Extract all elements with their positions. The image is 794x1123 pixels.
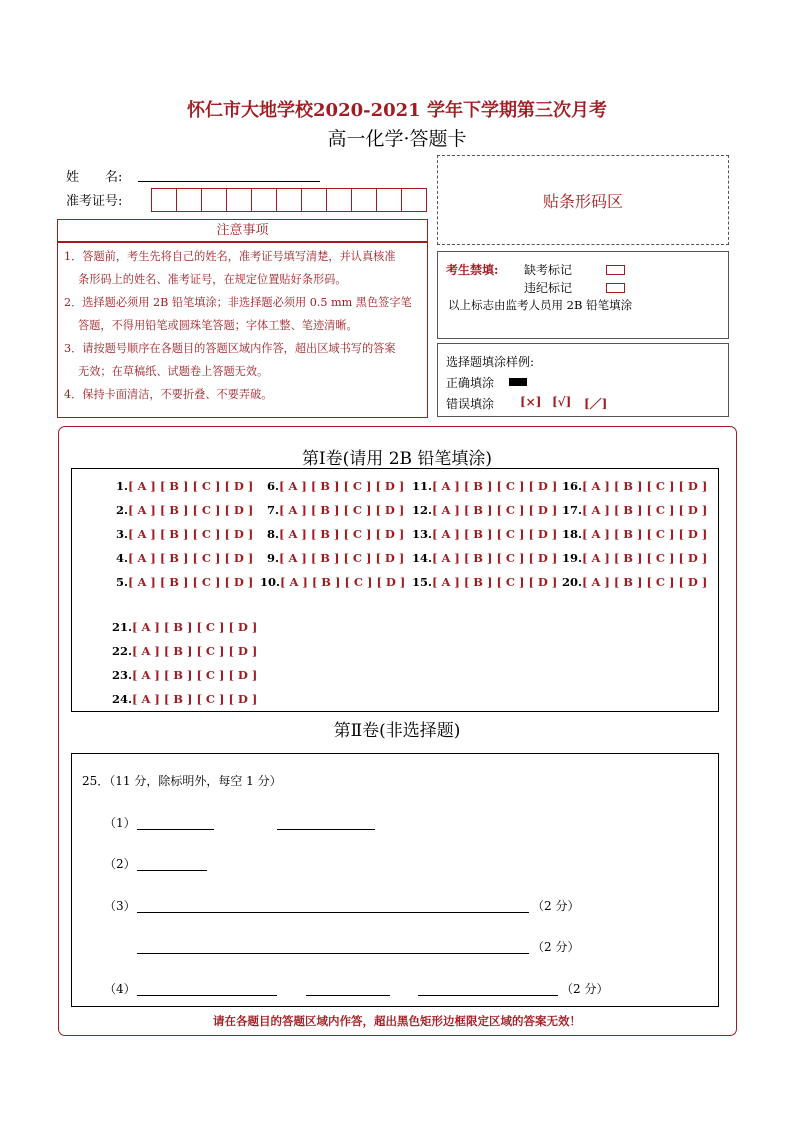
id-label: 准考证号: (66, 194, 123, 209)
choice-question-9[interactable]: 9.[ A ] [ B ] [ C ] [ D ] (267, 551, 405, 565)
choice-question-5[interactable]: 5.[ A ] [ B ] [ C ] [ D ] (116, 575, 254, 589)
q25-part1-label: （1） (104, 816, 136, 830)
q25-part3-blank-b[interactable] (137, 952, 529, 954)
choice-question-20[interactable]: 20.[ A ] [ B ] [ C ] [ D ] (562, 575, 708, 589)
id-digit-box[interactable] (176, 188, 202, 212)
correct-fill-sample (509, 378, 527, 386)
notice-line: 2．选择题必须用 2B 铅笔填涂；非选择题必须用 0.5 mm 黑色签字笔 (64, 296, 412, 309)
id-digit-box[interactable] (326, 188, 352, 212)
notice-line: 答题，不得用铅笔或圆珠笔答题；字体工整、笔迹清晰。 (78, 319, 358, 332)
exam-title: 怀仁市大地学校2020-2021 学年下学期第三次月考 (187, 100, 607, 121)
id-digit-box[interactable] (151, 188, 177, 212)
wrong-mark-slash: [／] (584, 397, 608, 411)
q25-part3-points-a: （2 分） (532, 899, 580, 913)
ban-label: 考生禁填: (446, 263, 499, 277)
choice-question-7[interactable]: 7.[ A ] [ B ] [ C ] [ D ] (267, 503, 405, 517)
choice-question-18[interactable]: 18.[ A ] [ B ] [ C ] [ D ] (562, 527, 708, 541)
barcode-area (437, 155, 729, 245)
q25-part3-points-b: （2 分） (532, 940, 580, 954)
q25-part4-blank-a[interactable] (137, 994, 277, 996)
choice-question-12[interactable]: 12.[ A ] [ B ] [ C ] [ D ] (412, 503, 558, 517)
wrong-mark-cross: [×] (520, 395, 542, 409)
notice-line: 无效；在草稿纸、试题卷上答题无效。 (78, 365, 269, 378)
proctor-only-box (437, 251, 729, 339)
id-digit-box[interactable] (376, 188, 402, 212)
choice-question-14[interactable]: 14.[ A ] [ B ] [ C ] [ D ] (412, 551, 558, 565)
notice-line: 条形码上的姓名、准考证号，在规定位置贴好条形码。 (78, 273, 347, 286)
choice-question-11[interactable]: 11.[ A ] [ B ] [ C ] [ D ] (412, 479, 558, 493)
choice-question-4[interactable]: 4.[ A ] [ B ] [ C ] [ D ] (116, 551, 254, 565)
absent-mark-box[interactable] (606, 265, 625, 275)
name-label: 姓 名: (66, 170, 123, 185)
choice-question-1[interactable]: 1.[ A ] [ B ] [ C ] [ D ] (116, 479, 254, 493)
choice-question-22[interactable]: 22.[ A ] [ B ] [ C ] [ D ] (112, 644, 258, 658)
absent-mark-label: 缺考标记 (524, 263, 573, 277)
notice-line: 3．请按题号顺序在各题目的答题区域内作答，超出区域书写的答案 (64, 342, 396, 355)
notice-title: 注意事项 (57, 219, 428, 242)
open-answer-box (71, 753, 719, 1007)
ban-note: 以上标志由监考人员用 2B 铅笔填涂 (448, 298, 633, 312)
q25-part1-blank-b[interactable] (277, 828, 375, 830)
q25-heading: 25．（11 分，除标明外，每空 1 分） (82, 774, 282, 788)
q25-part4-label: （4） (104, 982, 136, 996)
footer-warning: 请在各题目的答题区域内作答，超出黑色矩形边框限定区域的答案无效！ (213, 1014, 581, 1028)
choice-question-19[interactable]: 19.[ A ] [ B ] [ C ] [ D ] (562, 551, 708, 565)
id-digit-box[interactable] (276, 188, 302, 212)
q25-part4-blank-c[interactable] (418, 994, 558, 996)
section2-title: 第Ⅱ卷(非选择题) (333, 721, 461, 741)
q25-part4-points: （2 分） (561, 982, 609, 996)
q25-part3-blank-a[interactable] (137, 911, 529, 913)
q25-part3-label: （3） (104, 899, 136, 913)
choice-question-13[interactable]: 13.[ A ] [ B ] [ C ] [ D ] (412, 527, 558, 541)
choice-question-23[interactable]: 23.[ A ] [ B ] [ C ] [ D ] (112, 668, 258, 682)
choice-question-16[interactable]: 16.[ A ] [ B ] [ C ] [ D ] (562, 479, 708, 493)
wrong-fill-label: 错误填涂 (446, 397, 495, 411)
choice-question-15[interactable]: 15.[ A ] [ B ] [ C ] [ D ] (412, 575, 558, 589)
id-digit-box[interactable] (401, 188, 427, 212)
violation-mark-label: 违纪标记 (524, 281, 573, 295)
choice-question-10[interactable]: 10.[ A ] [ B ] [ C ] [ D ] (260, 575, 406, 589)
notice-box (57, 242, 428, 418)
choice-question-6[interactable]: 6.[ A ] [ B ] [ C ] [ D ] (267, 479, 405, 493)
choice-question-17[interactable]: 17.[ A ] [ B ] [ C ] [ D ] (562, 503, 708, 517)
id-digit-box[interactable] (201, 188, 227, 212)
q25-part2-blank[interactable] (137, 869, 207, 871)
section1-title: 第Ⅰ卷(请用 2B 铅笔填涂) (301, 449, 493, 469)
q25-part2-label: （2） (104, 857, 136, 871)
name-field[interactable] (138, 180, 320, 182)
choice-question-3[interactable]: 3.[ A ] [ B ] [ C ] [ D ] (116, 527, 254, 541)
card-subtitle: 高一化学·答题卡 (327, 128, 467, 150)
id-digit-box[interactable] (251, 188, 277, 212)
choice-question-24[interactable]: 24.[ A ] [ B ] [ C ] [ D ] (112, 692, 258, 706)
id-digit-box[interactable] (351, 188, 377, 212)
fill-example-box (437, 343, 729, 417)
q25-part1-blank-a[interactable] (137, 828, 214, 830)
id-digit-box[interactable] (226, 188, 252, 212)
q25-part4-blank-b[interactable] (306, 994, 390, 996)
wrong-mark-check: [√] (552, 395, 572, 409)
correct-fill-label: 正确填涂 (446, 376, 495, 390)
id-number-boxes[interactable] (151, 188, 426, 212)
example-title: 选择题填涂样例: (446, 355, 535, 369)
barcode-label: 贴条形码区 (542, 191, 623, 211)
choice-answer-box (71, 468, 719, 712)
violation-mark-box[interactable] (606, 283, 625, 293)
choice-question-8[interactable]: 8.[ A ] [ B ] [ C ] [ D ] (267, 527, 405, 541)
choice-question-21[interactable]: 21.[ A ] [ B ] [ C ] [ D ] (112, 620, 258, 634)
notice-line: 1．答题前，考生先将自己的姓名，准考证号填写清楚，并认真核准 (64, 250, 396, 263)
choice-question-2[interactable]: 2.[ A ] [ B ] [ C ] [ D ] (116, 503, 254, 517)
notice-line: 4．保持卡面清洁，不要折叠、不要弄破。 (64, 388, 273, 401)
id-digit-box[interactable] (301, 188, 327, 212)
